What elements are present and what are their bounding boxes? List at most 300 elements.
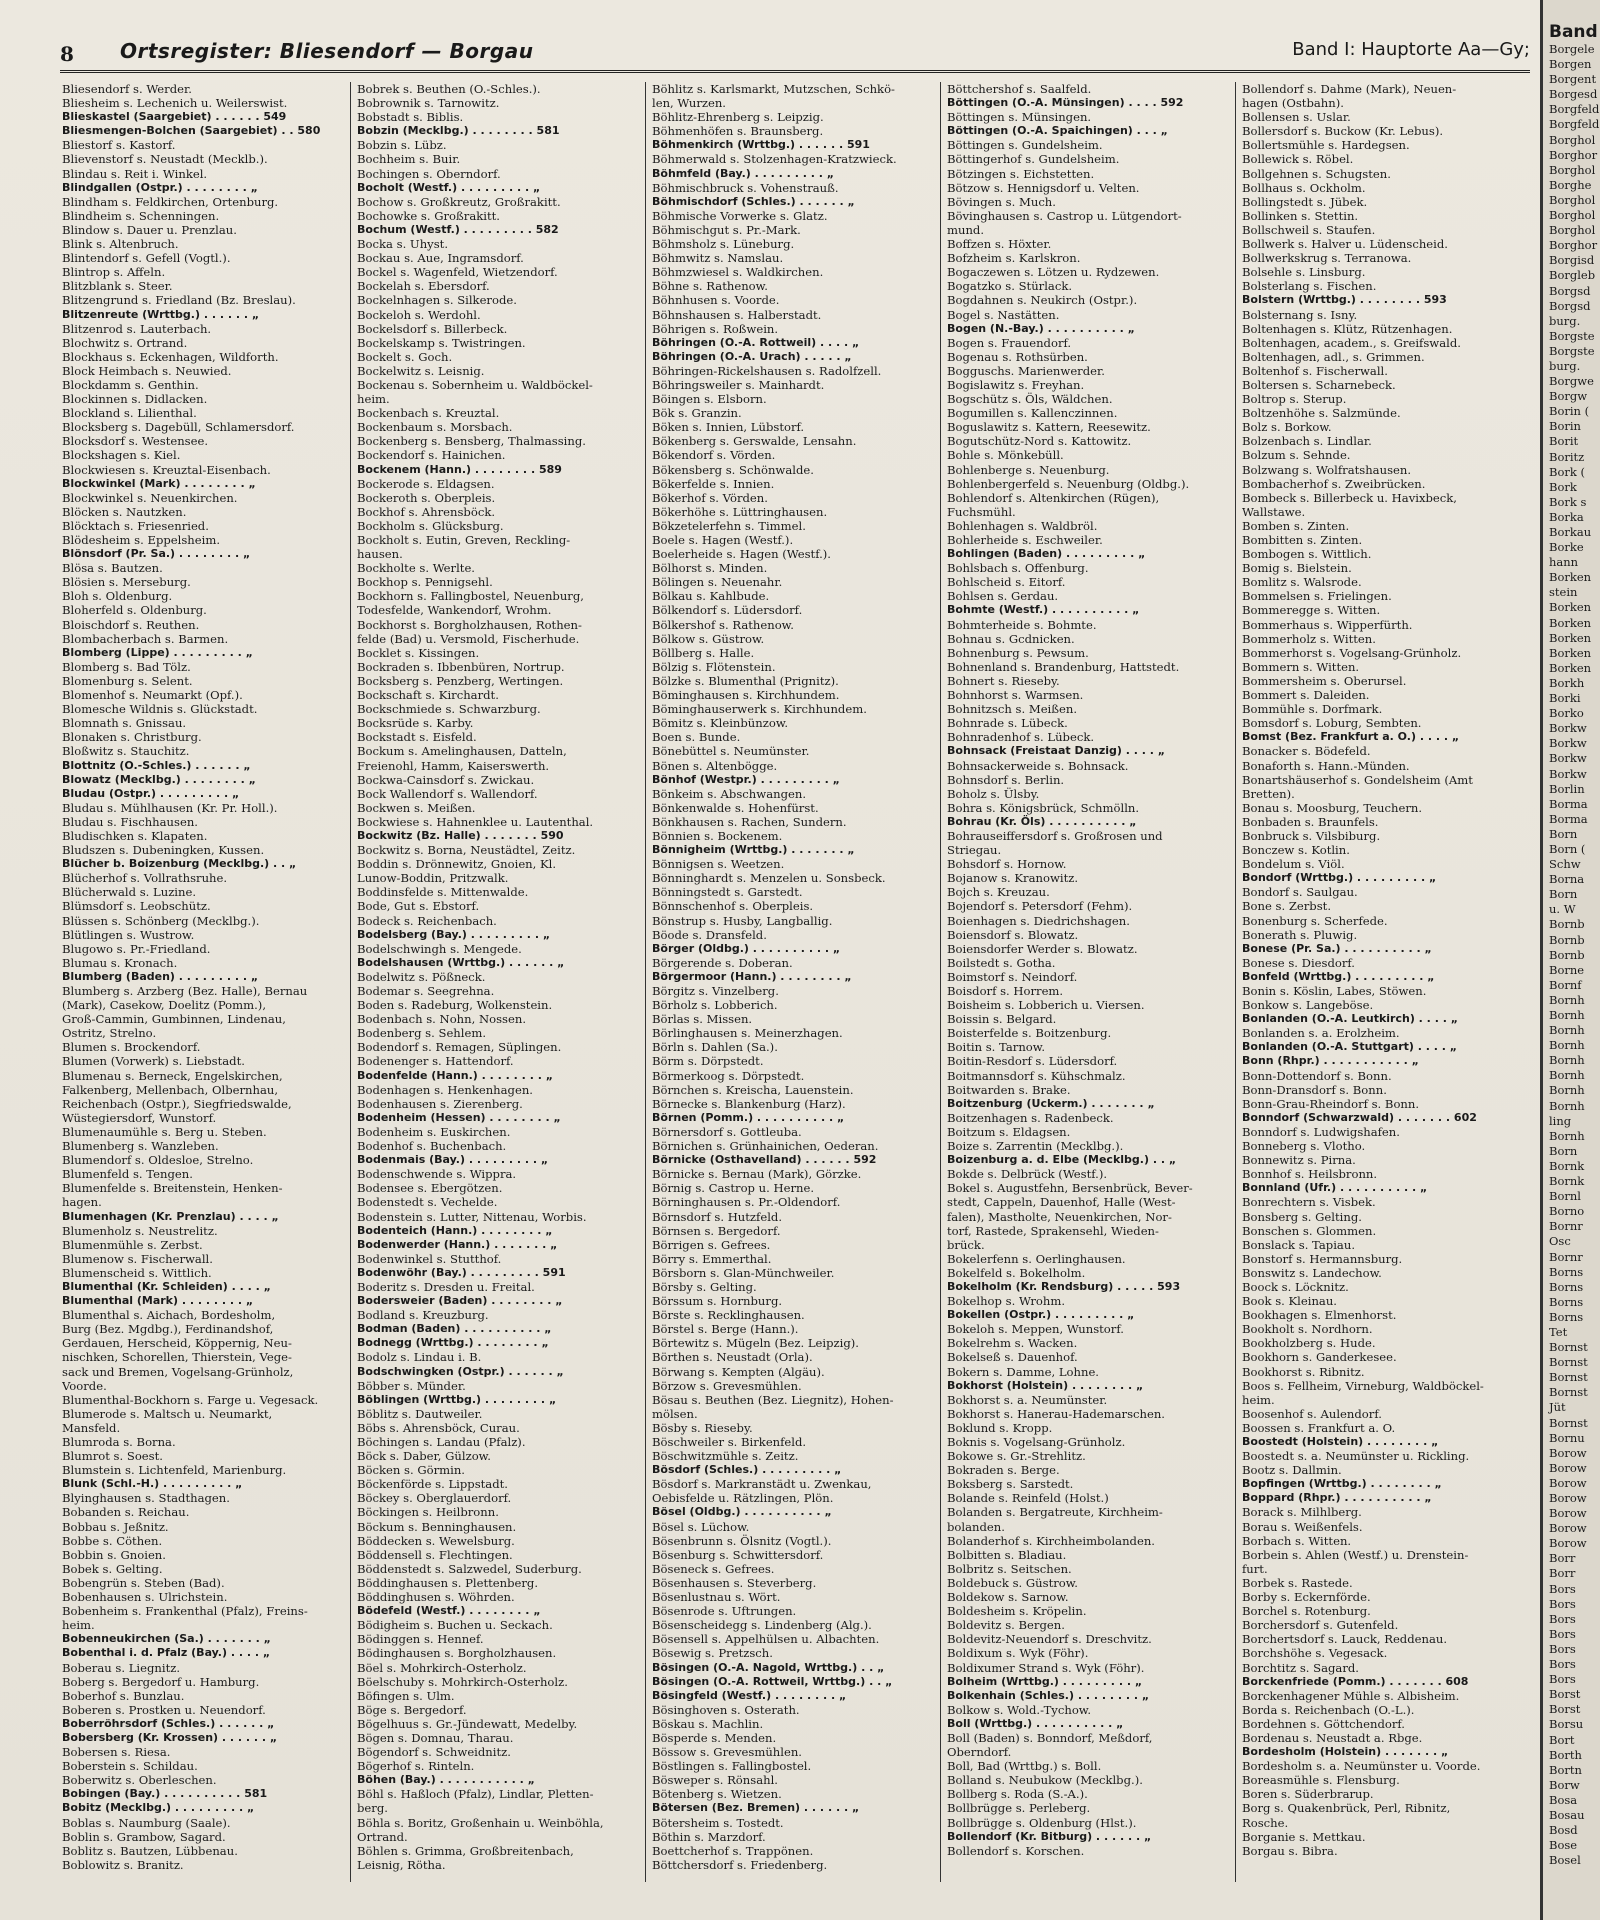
index-entry: Boltenhagen s. Klütz, Rützenhagen. (1242, 321, 1453, 336)
adjacent-page-fragment: Borow (1549, 1491, 1587, 1505)
index-entry: Bocka s. Uhyst. (357, 237, 449, 252)
index-entry: Blumenthal-Bockhorn s. Farge u. Vegesack. (62, 1392, 319, 1407)
index-entry: Böttchershof s. Saalfeld. (947, 82, 1092, 96)
index-entry-main-place: Bodenwerder (Hann.) . . . . . . . „ (357, 1237, 558, 1251)
adjacent-page-fragment: Borkh (1549, 675, 1585, 690)
index-entry-main-place: Böhmischdorf (Schles.) . . . . . . „ (652, 194, 855, 208)
index-entry: Blindheim s. Schenningen. (62, 208, 220, 223)
index-entry-main-place: Blindgallen (Ostpr.) . . . . . . . . „ (62, 180, 258, 194)
adjacent-page-fragment: Borgsd (1549, 298, 1591, 313)
index-entry: torf, Rastede, Sprakensehl, Wieden- (947, 1223, 1159, 1238)
index-entry: Boldixumer Strand s. Wyk (Föhr). (947, 1660, 1145, 1675)
index-entry: Bodensee s. Ebergötzen. (357, 1181, 503, 1196)
index-entry: Bölingen s. Neuenahr. (652, 575, 783, 590)
index-entry: Bönnschenhof s. Oberpleis. (652, 899, 814, 914)
index-entry: Bolland s. Neubukow (Mecklbg.). (947, 1773, 1143, 1788)
index-entry-main-place: Boostedt (Holstein) . . . . . . . . „ (1242, 1435, 1439, 1448)
index-entry: Böhmische Vorwerke s. Glatz. (652, 208, 828, 223)
index-entry: Böhla s. Boritz, Großenhain u. Weinböhla, (357, 1815, 604, 1830)
index-entry: Börzow s. Grevesmühlen. (652, 1378, 802, 1393)
index-entry: Bommern s. Witten. (1242, 659, 1360, 674)
index-entry-main-place: Boberröhrsdorf (Schles.) . . . . . . „ (62, 1716, 275, 1730)
index-entry: Bohlenbergerfeld s. Neuenburg (Oldbg.). (947, 476, 1190, 491)
index-entry: Bönkhausen s. Rachen, Sundern. (652, 814, 847, 829)
index-entry: Börgitz s. Vinzelberg. (652, 984, 779, 998)
index-entry-main-place: Bobersberg (Kr. Krossen) . . . . . . „ (62, 1730, 278, 1744)
index-entry: Bommert s. Daleiden. (1242, 688, 1370, 703)
index-entry: Böminghausen s. Kirchhundem. (652, 688, 840, 703)
index-entry: Böhmenhöfen s. Braunsberg. (652, 124, 824, 139)
index-entry-main-place: Bötersen (Bez. Bremen) . . . . . . „ (652, 1801, 860, 1815)
adjacent-page-fragment: Borgleb (1549, 268, 1596, 283)
index-entry: Boen s. Bunde. (652, 730, 741, 745)
index-entry: Bohra s. Königsbrück, Schmölln. (947, 800, 1140, 815)
adjacent-page-fragment: Borken (1549, 660, 1592, 675)
index-entry: Bockhop s. Pennigsehl. (357, 575, 493, 590)
index-entry: Bockenau s. Sobernheim u. Waldböckel- (357, 377, 593, 392)
index-entry: Böfingen s. Ulm. (357, 1688, 455, 1703)
index-entry-main-place: Bopfingen (Wrttbg.) . . . . . . . . „ (1242, 1477, 1442, 1491)
index-entry-main-place: Bondorf (Wrttbg.) . . . . . . . . . „ (1242, 871, 1437, 885)
index-entry: Blockshagen s. Kiel. (62, 448, 181, 463)
index-entry: Blockdamm s. Genthin. (62, 377, 199, 392)
index-entry: Bollendorf s. Dahme (Mark), Neuen- (1242, 82, 1457, 96)
adjacent-page-fragment: Bosau (1549, 1807, 1585, 1822)
index-entry: Blöcktach s. Friesenried. (62, 518, 209, 533)
index-entry: Börste s. Recklinghausen. (652, 1308, 805, 1323)
index-entry: Blumenscheid s. Wittlich. (62, 1265, 212, 1280)
index-entry: Falkenberg, Mellenbach, Olbernhau, (62, 1082, 279, 1097)
index-entry: Bohrauseiffersdorf s. Großrosen und (947, 828, 1163, 843)
index-entry: Bobanden s. Reichau. (62, 1505, 190, 1520)
index-entry: Bretten). (1242, 786, 1295, 801)
page-title: Ortsregister: Bliesendorf — Borgau (120, 39, 534, 63)
index-entry: Boiensdorf s. Blowatz. (947, 927, 1079, 942)
index-entry: Boitmannsdorf s. Kühschmalz. (947, 1068, 1126, 1083)
index-entry: Bobersen s. Riesa. (62, 1745, 171, 1760)
index-entry: Bookholt s. Nordhorn. (1242, 1322, 1373, 1337)
index-entry-main-place: Böttingen (O.-A. Münsingen) . . . . 592 (947, 96, 1184, 110)
index-entry-main-place: Bodenfelde (Hann.) . . . . . . . . „ (357, 1068, 553, 1082)
index-entry-main-place: Bolheim (Wrttbg.) . . . . . . . . . „ (947, 1674, 1143, 1688)
index-entry: Bonczew s. Kotlin. (1242, 843, 1350, 858)
index-entry-main-place: Blockwinkel (Mark) . . . . . . . . „ (62, 476, 256, 490)
adjacent-page-fragment: Borit (1549, 434, 1579, 449)
adjacent-page-fragment: Borgw (1549, 389, 1588, 404)
adjacent-page-fragment: Borne (1549, 962, 1585, 977)
index-entry: Boltenhagen, academ., s. Greifswald. (1242, 335, 1461, 350)
index-entry-main-place: Boll (Wrttbg.) . . . . . . . . . . „ (947, 1716, 1124, 1730)
index-entry-main-place: Bodenteich (Hann.) . . . . . . . . „ (357, 1223, 553, 1237)
adjacent-page-fragment: Borkw (1549, 721, 1587, 736)
index-entry-main-place: Bohlingen (Baden) . . . . . . . . . „ (947, 547, 1146, 561)
index-entry: Bokelrehm s. Wacken. (947, 1336, 1078, 1351)
index-entry: Bonschen s. Glommen. (1242, 1223, 1377, 1238)
adjacent-page-fragment: Borns (1549, 1279, 1584, 1294)
index-entry: Bodenschwende s. Wippra. (357, 1167, 517, 1182)
index-entry: Bochow s. Großkreutz, Großrakitt. (357, 194, 561, 209)
index-entry: Blintrop s. Affeln. (62, 265, 166, 280)
adjacent-page-fragment: Bornb (1549, 932, 1585, 947)
adjacent-page-fragment: Borma (1549, 811, 1588, 826)
index-entry: Blitzblank s. Steer. (62, 279, 173, 294)
index-entry: Blütlingen s. Wustrow. (62, 927, 195, 942)
index-entry-main-place: Bomst (Bez. Frankfurt a. O.) . . . . „ (1242, 730, 1460, 744)
index-entry-main-place: Bockenem (Hann.) . . . . . . . . 589 (357, 462, 562, 476)
index-entry: Bliesendorf s. Werder. (62, 82, 192, 96)
adjacent-page-fragment: Borgfeld (1549, 102, 1600, 117)
adjacent-page-fragment: Bornh (1549, 1098, 1585, 1113)
index-entry: Blödesheim s. Eppelsheim. (62, 533, 221, 547)
index-entry: Bliesheim s. Lechenich u. Weilerswist. (62, 96, 288, 111)
index-entry: Bönen s. Altenbögge. (652, 758, 778, 773)
index-entry: Bonslack s. Tapiau. (1242, 1237, 1355, 1252)
index-entry: Boffzen s. Höxter. (947, 237, 1052, 252)
adjacent-page-fragment: Bornh (1549, 1038, 1585, 1053)
index-entry: Bockeroth s. Oberpleis. (357, 490, 496, 505)
index-entry: Oebisfelde u. Rätzlingen, Plön. (652, 1491, 834, 1506)
index-entry: Bockenbaum s. Morsbach. (357, 420, 513, 435)
index-entry-main-place: Bolstern (Wrttbg.) . . . . . . . . 593 (1242, 293, 1447, 307)
index-entry-main-place: Bohmte (Westf.) . . . . . . . . . . „ (947, 603, 1140, 617)
index-entry: Böckenförde s. Lippstadt. (357, 1477, 508, 1492)
index-entry: Boitzum s. Eldagsen. (947, 1124, 1071, 1139)
index-column-1 (62, 82, 350, 1882)
index-entry-main-place: Bodman (Baden) . . . . . . . . . . „ (357, 1322, 552, 1336)
index-entry: Bockholte s. Werlte. (357, 561, 475, 576)
adjacent-page-fragment: Borsu (1549, 1717, 1584, 1732)
index-entry: Bösenhausen s. Steverberg. (652, 1575, 817, 1590)
index-entry: Böhmzwiesel s. Waldkirchen. (652, 265, 824, 280)
index-entry: Blomberg s. Bad Tölz. (62, 659, 191, 674)
index-entry: Bönstrup s. Husby, Langballig. (652, 913, 833, 928)
adjacent-page-fragment: Bornh (1549, 1008, 1585, 1022)
index-entry: Bokeloh s. Meppen, Wunstorf. (947, 1322, 1124, 1337)
index-entry: Bonndorf s. Ludwigshafen. (1242, 1124, 1400, 1139)
index-entry: Blumenfeld s. Tengen. (62, 1167, 193, 1182)
index-entry: Bonn-Dransdorf s. Bonn. (1242, 1082, 1387, 1097)
index-entry: hausen. (357, 547, 403, 562)
adjacent-page-fragment: Borka (1549, 509, 1584, 524)
index-entry: Bösby s. Rieseby. (652, 1420, 753, 1435)
adjacent-page-fragment: Borki (1549, 691, 1581, 706)
index-entry: Bombacherhof s. Zweibrücken. (1242, 476, 1426, 491)
index-entry: Bockelnhagen s. Silkerode. (357, 293, 517, 308)
index-entry: Bonkow s. Langeböse. (1242, 998, 1374, 1013)
index-entry: Bockendorf s. Hainichen. (357, 448, 506, 463)
index-entry: Boitin-Resdorf s. Lüdersdorf. (947, 1054, 1118, 1069)
index-entry: Bollbrügge s. Perleberg. (947, 1801, 1091, 1816)
index-entry-main-place: Blieskastel (Saargebiet) . . . . . . 549 (62, 110, 287, 124)
adjacent-page-fragment: Borna (1549, 872, 1585, 887)
index-entry: Böttchersdorf s. Friedenberg. (652, 1857, 828, 1872)
index-entry-main-place: Bonn (Rhpr.) . . . . . . . . . . . „ (1242, 1054, 1419, 1068)
index-entry: Börnicke s. Bernau (Mark), Görzke. (652, 1167, 862, 1182)
index-entry: Bockum s. Amelinghausen, Datteln, (357, 744, 567, 759)
adjacent-page-lines (1543, 42, 1600, 1868)
index-entry: Bollingstedt s. Jübek. (1242, 194, 1368, 209)
index-entry-main-place: Blomberg (Lippe) . . . . . . . . . „ (62, 645, 253, 659)
adjacent-page-fragment: Bork ( (1549, 464, 1585, 479)
index-entry-main-place: Bludau (Ostpr.) . . . . . . . . . „ (62, 786, 240, 800)
index-entry-main-place: Bodenwöhr (Bay.) . . . . . . . . . 591 (357, 1265, 566, 1279)
index-entry: Ortrand. (357, 1829, 408, 1844)
index-entry: Bölkershof s. Rathenow. (652, 617, 794, 632)
index-entry: Borda s. Reichenbach (O.-L.). (1242, 1702, 1415, 1717)
index-entry: Bomben s. Zinten. (1242, 518, 1350, 533)
index-entry: Bösinghoven s. Osterath. (652, 1702, 800, 1717)
index-entry: Bolz s. Borkow. (1242, 420, 1332, 435)
index-entry: Boilstedt s. Gotha. (947, 955, 1056, 970)
index-entry: Boberen s. Prostken u. Neuendorf. (62, 1702, 266, 1717)
index-column-5 (1235, 82, 1530, 1882)
index-entry: Bodemar s. Seegrehna. (357, 984, 495, 998)
index-entry: Bobbe s. Cöthen. (62, 1533, 163, 1548)
index-entry: furt. (1242, 1561, 1268, 1576)
index-entry: Böckey s. Oberglauerdorf. (357, 1491, 512, 1506)
index-entry: Bobek s. Gelting. (62, 1561, 163, 1576)
index-entry: Bonneberg s. Vlotho. (1242, 1139, 1366, 1154)
index-entry: Blumenow s. Fischerwall. (62, 1251, 213, 1266)
index-entry: Bobzin s. Lübz. (357, 138, 447, 153)
index-entry-main-place: Borckenfriede (Pomm.) . . . . . . . 608 (1242, 1674, 1469, 1688)
index-entry: Boren s. Süderbrarup. (1242, 1787, 1374, 1802)
index-entry: Boblas s. Naumburg (Saale). (62, 1815, 231, 1830)
index-entry: Bokraden s. Berge. (947, 1463, 1060, 1478)
index-entry: Bogguschs. Marienwerder. (947, 363, 1105, 378)
index-entry-main-place: Blowatz (Mecklbg.) . . . . . . . . „ (62, 772, 256, 786)
index-entry: Böschwitzmühle s. Zeitz. (652, 1449, 799, 1464)
adjacent-page-fragment: Borns (1549, 1264, 1584, 1279)
index-entry: Blumerode s. Maltsch u. Neumarkt, (62, 1406, 273, 1421)
index-entry-main-place: Bodelshausen (Wrttbg.) . . . . . . „ (357, 955, 565, 969)
index-entry-main-place: Bodelsberg (Bay.) . . . . . . . . . „ (357, 927, 551, 941)
index-entry: Bogel s. Nastätten. (947, 307, 1060, 322)
index-entry: Böhringen-Rickelshausen s. Radolfzell. (652, 363, 882, 378)
index-entry-main-place: Boizenburg a. d. Elbe (Mecklbg.) . . „ (947, 1153, 1177, 1167)
index-entry: Börnersdorf s. Gottleuba. (652, 1124, 802, 1139)
index-entry: Borckenhagener Mühle s. Albisheim. (1242, 1688, 1460, 1703)
index-entry: Böttingerhof s. Gundelsheim. (947, 152, 1120, 167)
index-entry: Böddenstedt s. Salzwedel, Suderburg. (357, 1561, 582, 1576)
index-entry: Bolsterlang s. Fischen. (1242, 279, 1377, 294)
index-entry-main-place: Blitzenreute (Wrttbg.) . . . . . . „ (62, 307, 260, 321)
index-entry: Bohlscheid s. Eitorf. (947, 575, 1066, 590)
adjacent-page-fragment: Bornh (1549, 1053, 1585, 1068)
index-entry: Blumendorf s. Oldesloe, Strelno. (62, 1153, 254, 1168)
index-entry: Böingen s. Elsborn. (652, 392, 767, 407)
index-entry: Blumenthal s. Aichach, Bordesholm, (62, 1308, 276, 1323)
index-entry-main-place: Bodnegg (Wrttbg.) . . . . . . . . „ (357, 1336, 549, 1350)
adjacent-page-fragment: Borr (1549, 1551, 1576, 1566)
index-entry: Böhmsholz s. Lüneburg. (652, 237, 795, 252)
index-entry-main-place: Bösingen (O.-A. Nagold, Wrttbg.) . . „ (652, 1660, 885, 1674)
index-entry: Bockwen s. Meißen. (357, 800, 476, 815)
adjacent-page-fragment: Bors (1549, 1626, 1576, 1641)
index-entry: Bonau s. Moosburg, Teuchern. (1242, 800, 1423, 815)
index-entry: berg. (357, 1801, 388, 1816)
index-entry: Bonn-Dottendorf s. Bonn. (1242, 1068, 1392, 1083)
index-entry: Bolsehle s. Linsburg. (1242, 265, 1366, 280)
index-entry: Böskau s. Machlin. (652, 1716, 764, 1731)
index-entry-main-place: Böhmfeld (Bay.) . . . . . . . . . „ (652, 166, 834, 180)
adjacent-page-fragment: Borghol (1549, 162, 1596, 177)
index-entry: Bobenheim s. Frankenthal (Pfalz), Freins- (62, 1604, 308, 1619)
page-header (60, 30, 1530, 73)
index-entry: Börlas s. Missen. (652, 1012, 753, 1027)
index-entry: Böhmischgut s. Pr.-Mark. (652, 222, 801, 237)
index-entry: Bölkow s. Güstrow. (652, 631, 765, 646)
index-entry: Bonin s. Köslin, Labes, Stöwen. (1242, 984, 1427, 998)
index-entry: Bockelt s. Goch. (357, 349, 453, 364)
index-entry: Bludszen s. Dubeningken, Kussen. (62, 843, 265, 858)
index-entry: Boltzenhöhe s. Salzmünde. (1242, 406, 1401, 421)
index-entry: Bodenhof s. Buchenbach. (357, 1139, 507, 1154)
index-entry: Bludischken s. Klapaten. (62, 828, 208, 843)
index-entry: Bollwerk s. Halver u. Lüdenscheid. (1242, 237, 1448, 252)
adjacent-page-fragment: Bornr (1549, 1219, 1583, 1234)
index-entry: Bolande s. Reinfeld (Holst.) (947, 1491, 1109, 1506)
index-entry: Bösenbrunn s. Ölsnitz (Vogtl.). (652, 1533, 832, 1548)
index-entry-main-place: Böhen (Bay.) . . . . . . . . . . . „ (357, 1773, 535, 1787)
adjacent-page-fragment: Borghor (1549, 238, 1598, 253)
index-entry: Böllberg s. Halle. (652, 645, 755, 660)
adjacent-page-fragment: burg. (1549, 313, 1581, 328)
index-entry: Mansfeld. (62, 1420, 121, 1435)
adjacent-page-fragment: Borgen (1549, 57, 1592, 72)
index-entry: Blintendorf s. Gefell (Vogtl.). (62, 251, 231, 266)
index-entry: Borack s. Milhlberg. (1242, 1505, 1362, 1520)
index-entry: Bohnhorst s. Warmsen. (947, 688, 1084, 703)
index-entry: Bönkenwalde s. Hohenfürst. (652, 800, 819, 815)
index-entry: Böthin s. Marzdorf. (652, 1829, 766, 1844)
index-entry: Börm s. Dörpstedt. (652, 1054, 764, 1069)
index-entry: Bordenau s. Neustadt a. Rbge. (1242, 1730, 1423, 1745)
index-entry: Börsby s. Gelting. (652, 1279, 757, 1294)
adjacent-page-fragment: Jüt (1549, 1400, 1566, 1415)
index-entry: Bockenbach s. Kreuztal. (357, 406, 500, 421)
index-entry: Bodenheim s. Euskirchen. (357, 1124, 511, 1139)
index-entry: Blugowo s. Pr.-Friedland. (62, 941, 211, 956)
index-entry: Bludau s. Fischhausen. (62, 814, 198, 829)
adjacent-page-fragment: Borgfeld (1549, 117, 1600, 132)
index-entry: Blumrot s. Soest. (62, 1449, 163, 1464)
index-entry: Bohlsbach s. Offenburg. (947, 561, 1089, 576)
adjacent-page-fragment: Borow (1549, 1475, 1587, 1490)
adjacent-page-fragment: Bornst (1549, 1355, 1588, 1370)
index-entry: Böschweiler s. Birkenfeld. (652, 1435, 807, 1449)
index-entry: Burg (Bez. Mgdbg.), Ferdinandshof, (62, 1322, 274, 1337)
index-entry: Boitzenhagen s. Radenbeck. (947, 1110, 1114, 1125)
index-entry: Blockwiesen s. Kreuztal-Eisenbach. (62, 462, 271, 477)
index-entry: Böstlingen s. Fallingbostel. (652, 1759, 812, 1774)
adjacent-page-fragment: Borow (1549, 1521, 1587, 1536)
index-entry: Blumenau s. Berneck, Engelskirchen, (62, 1068, 283, 1083)
index-entry: Bökensberg s. Schönwalde. (652, 462, 814, 477)
index-entry: Bojch s. Kreuzau. (947, 885, 1050, 900)
adjacent-page-fragment: Bors (1549, 1596, 1576, 1611)
index-entry: Böel s. Mohrkirch-Osterholz. (357, 1660, 527, 1675)
index-entry: Boimstorf s. Neindorf. (947, 969, 1078, 984)
index-entry: Börninghausen s. Pr.-Oldendorf. (652, 1195, 841, 1210)
adjacent-page-fragment: Borke (1549, 540, 1584, 555)
index-entry: Bokern s. Damme, Lohne. (947, 1364, 1099, 1379)
index-entry: Bollberg s. Roda (S.-A.). (947, 1787, 1088, 1802)
adjacent-page-fragment: Borma (1549, 796, 1588, 811)
index-entry: Blyinghausen s. Stadthagen. (62, 1491, 230, 1506)
adjacent-page-fragment: Borgste (1549, 343, 1595, 358)
index-entry-main-place: Bohrau (Kr. Öls) . . . . . . . . . . „ (947, 814, 1137, 828)
adjacent-page-fragment: Bornk (1549, 1158, 1585, 1173)
index-entry: Bondelum s. Viöl. (1242, 857, 1345, 872)
index-entry: Böge s. Bergedorf. (357, 1702, 467, 1717)
index-entry: Bönningstedt s. Garstedt. (652, 885, 803, 900)
adjacent-page-fragment: Born (1549, 1143, 1578, 1158)
index-entry: Böhlitz s. Karlsmarkt, Mutzschen, Schkö- (652, 82, 895, 96)
index-entry: Boldebuck s. Güstrow. (947, 1575, 1078, 1590)
index-entry: Blücherhof s. Vollrathsruhe. (62, 871, 228, 886)
index-entry: Bloherfeld s. Oldenburg. (62, 603, 207, 618)
index-entry: Blumen s. Brockendorf. (62, 1040, 201, 1055)
index-entry: Boettcherhof s. Trappönen. (652, 1843, 814, 1858)
index-entry: Bolanden s. Bergatreute, Kirchheim- (947, 1505, 1163, 1520)
index-entry: Boize s. Zarrentin (Mecklbg.). (947, 1139, 1124, 1154)
index-entry: Bokelhop s. Wrohm. (947, 1294, 1066, 1309)
index-entry: Borau s. Weißenfels. (1242, 1519, 1363, 1534)
index-entry: Bockraden s. Ibbenbüren, Nortrup. (357, 659, 565, 674)
index-entry: Borbach s. Witten. (1242, 1533, 1352, 1548)
index-entry: Bockschmiede s. Schwarzburg. (357, 702, 541, 717)
index-entry: Böhrigen s. Roßwein. (652, 321, 779, 336)
index-entry: Borchshöhe s. Vegesack. (1242, 1646, 1388, 1661)
index-entry: Bökzetelerfehn s. Timmel. (652, 518, 806, 533)
index-entry: Borbein s. Ahlen (Westf.) u. Drenstein- (1242, 1547, 1469, 1562)
index-entry: Boblin s. Grambow, Sagard. (62, 1829, 226, 1844)
index-entry: Bojendorf s. Petersdorf (Fehm). (947, 899, 1133, 914)
index-entry: Bösweper s. Rönsahl. (652, 1773, 778, 1788)
index-entry: Böhnshausen s. Halberstadt. (652, 307, 822, 322)
index-entry: Boienhagen s. Diedrichshagen. (947, 913, 1130, 928)
index-entry: Bodenstedt s. Vechelde. (357, 1195, 498, 1210)
index-entry: Blindow s. Dauer u. Prenzlau. (62, 222, 237, 237)
index-entry: Bögerhof s. Rinteln. (357, 1759, 475, 1774)
index-entry: Bök s. Granzin. (652, 406, 742, 421)
index-entry: Leisnig, Rötha. (357, 1857, 446, 1872)
adjacent-page-fragment: Bosa (1549, 1792, 1578, 1807)
index-entry: Bohnrade s. Lübeck. (947, 716, 1068, 731)
adjacent-page-fragment: Bors (1549, 1672, 1576, 1687)
adjacent-page-fragment: Bornst (1549, 1370, 1588, 1385)
index-entry: Bockelsdorf s. Billerbeck. (357, 321, 508, 336)
adjacent-page-fragment: Borken (1549, 615, 1592, 630)
index-entry-main-place: Blumenthal (Mark) . . . . . . . . „ (62, 1294, 254, 1308)
index-entry: Bookhorst s. Ribnitz. (1242, 1364, 1365, 1379)
index-entry-main-place: Bobenneukirchen (Sa.) . . . . . . . „ (62, 1632, 271, 1646)
index-entry: Bötzow s. Hennigsdorf u. Velten. (947, 180, 1140, 195)
index-entry-main-place: Böhringen (O.-A. Urach) . . . . . „ (652, 349, 852, 363)
index-entry: Boden s. Radeburg, Wolkenstein. (357, 998, 553, 1013)
index-entry: Bökendorf s. Vörden. (652, 448, 776, 463)
index-entry: Bohnradenhof s. Lübeck. (947, 730, 1095, 745)
index-entry: Bokde s. Delbrück (Westf.). (947, 1167, 1108, 1182)
adjacent-page-fragment: Bors (1549, 1641, 1576, 1656)
index-entry: Bolanderhof s. Kirchheimbolanden. (947, 1533, 1155, 1548)
index-entry: Blocksberg s. Dagebüll, Schlamersdorf. (62, 420, 295, 435)
index-entry: Blumenholz s. Neustrelitz. (62, 1223, 218, 1238)
adjacent-page-fragment: Borgele (1549, 42, 1595, 56)
index-entry: Bölzke s. Blumenthal (Prignitz). (652, 673, 839, 688)
index-entry: Boknis s. Vogelsang-Grünholz. (947, 1435, 1126, 1449)
